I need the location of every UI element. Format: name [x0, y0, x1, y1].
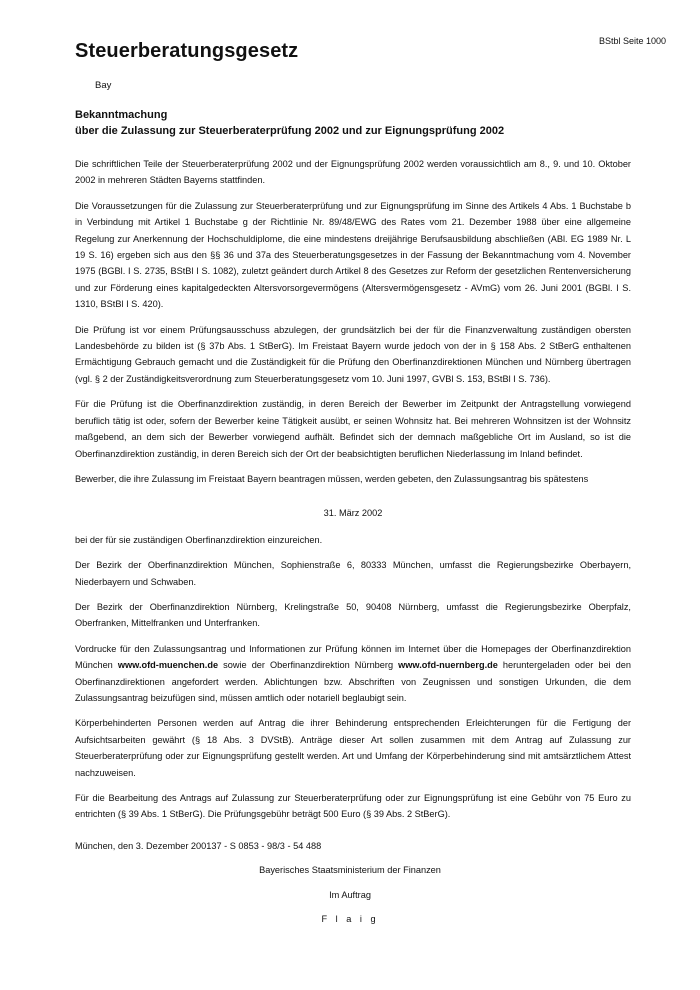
forms-text-b: sowie der Oberfinanzdirektion Nürnberg: [218, 660, 399, 671]
heading-line-1: Bekanntmachung: [75, 109, 168, 121]
paragraph-application-request: Bewerber, die ihre Zulassung im Freistaat Bayern beantragen müssen, werden gebeten, den Zulassungsantrag bis spätestens: [75, 473, 589, 484]
announcement-heading: [75, 107, 631, 139]
paragraph-disability: Körperbehinderten Personen werden auf Antrag die ihrer Behinderung entsprechenden Erleichterungen für die Fertigung der Aufsichtsarbeiten gewährt (§ 18 Abs. 3 DVStB). Anträge dieser Art sollen zusammen mit dem Antrag auf Zulassung zur Steuerberaterprüfung oder zur Eignungsprüfung gestellt werden. Art und Umfang der Körperbehinderung sind mit amtsärztlichem Attest nachzuweisen.: [75, 718, 631, 778]
link-ofd-nuernberg[interactable]: www.ofd-nuernberg.de: [398, 660, 498, 671]
paragraph-district-nuernberg: Der Bezirk der Oberfinanzdirektion Nürnberg, Krelingstraße 50, 90408 Nürnberg, umfasst die Regierungsbezirke Oberpfalz, Oberfranken, Mittelfranken und Unterfranken.: [75, 601, 631, 629]
place-date-reference: München, den 3. Dezember 200137 - S 0853 - 98/3 - 54 488: [75, 841, 322, 851]
forms-text-a: Vordrucke für den Zulassungsantrag und Informationen zur Prüfung können im Internet über die Homepages der Oberfinanzdirektion München: [75, 643, 631, 671]
application-deadline: 31. März 2002: [323, 508, 383, 519]
paragraph-fees: Für die Bearbeitung des Antrags auf Zulassung zur Steuerberaterprüfung oder zur Eignungsprüfung ist eine Gebühr von 75 Euro zu entrichten (§ 39 Abs. 1 StBerG). Die Prüfungsgebühr beträgt 500 Euro (§ 39 Abs. 2 StBerG).: [75, 793, 631, 820]
paragraph-committee: Die Prüfung ist vor einem Prüfungsausschuss abzulegen, der grundsätzlich bei der für die Finanzverwaltung zuständigen obersten Landesbehörde zu bilden ist (§ 37b Abs. 1 StBerG). Im Freistaat Bayern wurde jedoch von der in § 158 Abs. 2 StBerG enthaltenen Ermächtigung Gebrauch gemacht und die Zuständigkeit für die Prüfung den Oberfinanzdirektionen München und Nürnberg übertragen (vgl. § 2 der Zuständigkeitsverordnung zum Steuerberatungsgesetz vom 10. Juni 1997, GVBl S. 153, BStBl I S. 736).: [75, 324, 631, 384]
paragraph-district-muenchen: Der Bezirk der Oberfinanzdirektion München, Sophienstraße 6, 80333 München, umfasst die Regierungsbezirke Oberbayern, Niederbayern und Schwaben.: [75, 560, 631, 587]
document-footer: [75, 838, 625, 936]
forms-text-c: heruntergeladen oder bei den Oberfinanzdirektionen angefordert werden. Ablichtungen bzw. Abschriften von Zeugnissen und sonstigen Urkunden, die dem Zulassungsantrag beizufügen sind, müssen amtlich oder notariell beglaubigt sein.: [75, 660, 631, 703]
paragraph-requirements: Die Voraussetzungen für die Zulassung zur Steuerberaterprüfung und zur Eignungsprüfung im Sinne des Artikels 4 Abs. 1 Buchstabe b in Verbindung mit Artikel 1 Buchstabe g der Richtlinie Nr. 89/48/EWG des Rates vom 21. Dezember 1988 über eine allgemeine Regelung zur Anerkennung der Hochschuldiplome, die eine mindestens dreijährige Berufsausbildung abschließen (ABl. EG 1989 Nr. L 19 S. 16) ergeben sich aus den §§ 36 und 37a des Steuerberatungsgesetzes in der Fassung der Bekanntmachung vom 4. November 1975 (BGBl. I S. 2735, BStBl I S. 1082), zuletzt geändert durch Artikel 8 des Gesetzes zur Reform der gesetzlichen Rentenversicherung und zur Förderung eines kapitalgedeckten Altersvorsorgevermögens (Altersvermögensgesetz - AVmG) vom 26. Juni 2001 (BGBl. I S. 1310, BStBl I S. 420).: [75, 200, 631, 310]
im-auftrag: Im Auftrag: [329, 889, 371, 900]
paragraph-forms: [75, 641, 631, 707]
document-body: [75, 107, 631, 832]
signature: F l a i g: [321, 914, 379, 925]
ministry-name: Bayerisches Staatsministerium der Finanzen: [259, 865, 441, 876]
document-title: Steuerberatungsgesetz: [75, 40, 299, 62]
region-label: Bay: [95, 80, 112, 91]
paragraph-submission: bei der für sie zuständigen Oberfinanzdirektion einzureichen.: [75, 534, 323, 545]
heading-line-2: über die Zulassung zur Steuerberaterprüfung 2002 und zur Eignungsprüfung 2002: [75, 125, 505, 137]
link-ofd-muenchen[interactable]: www.ofd-muenchen.de: [117, 660, 219, 671]
page-reference: BStbl Seite 1000: [598, 36, 666, 46]
paragraph-exam-dates: Die schriftlichen Teile der Steuerberaterprüfung 2002 und der Eignungsprüfung 2002 werden voraussichtlich am 8., 9. und 10. Oktober 2002 in mehreren Städten Bayerns stattfinden.: [75, 159, 631, 186]
paragraph-responsibility: Für die Prüfung ist die Oberfinanzdirektion zuständig, in deren Bereich der Bewerber im Zeitpunkt der Antragstellung vorwiegend beruflich tätig ist oder, sofern der Bewerber keine Tätigkeit ausübt, er seinen Wohnsitz hat. Bei mehreren Wohnsitzen ist der Wohnsitz maßgebend, an dem sich der Bewerber vorwiegend aufhält. Befindet sich der demnach maßgebliche Ort im Ausland, so ist die Oberfinanzdirektion zuständig, in deren Bereich sich der Ort der beabsichtigten beruflichen Niederlassung im Inland befindet.: [75, 399, 631, 459]
